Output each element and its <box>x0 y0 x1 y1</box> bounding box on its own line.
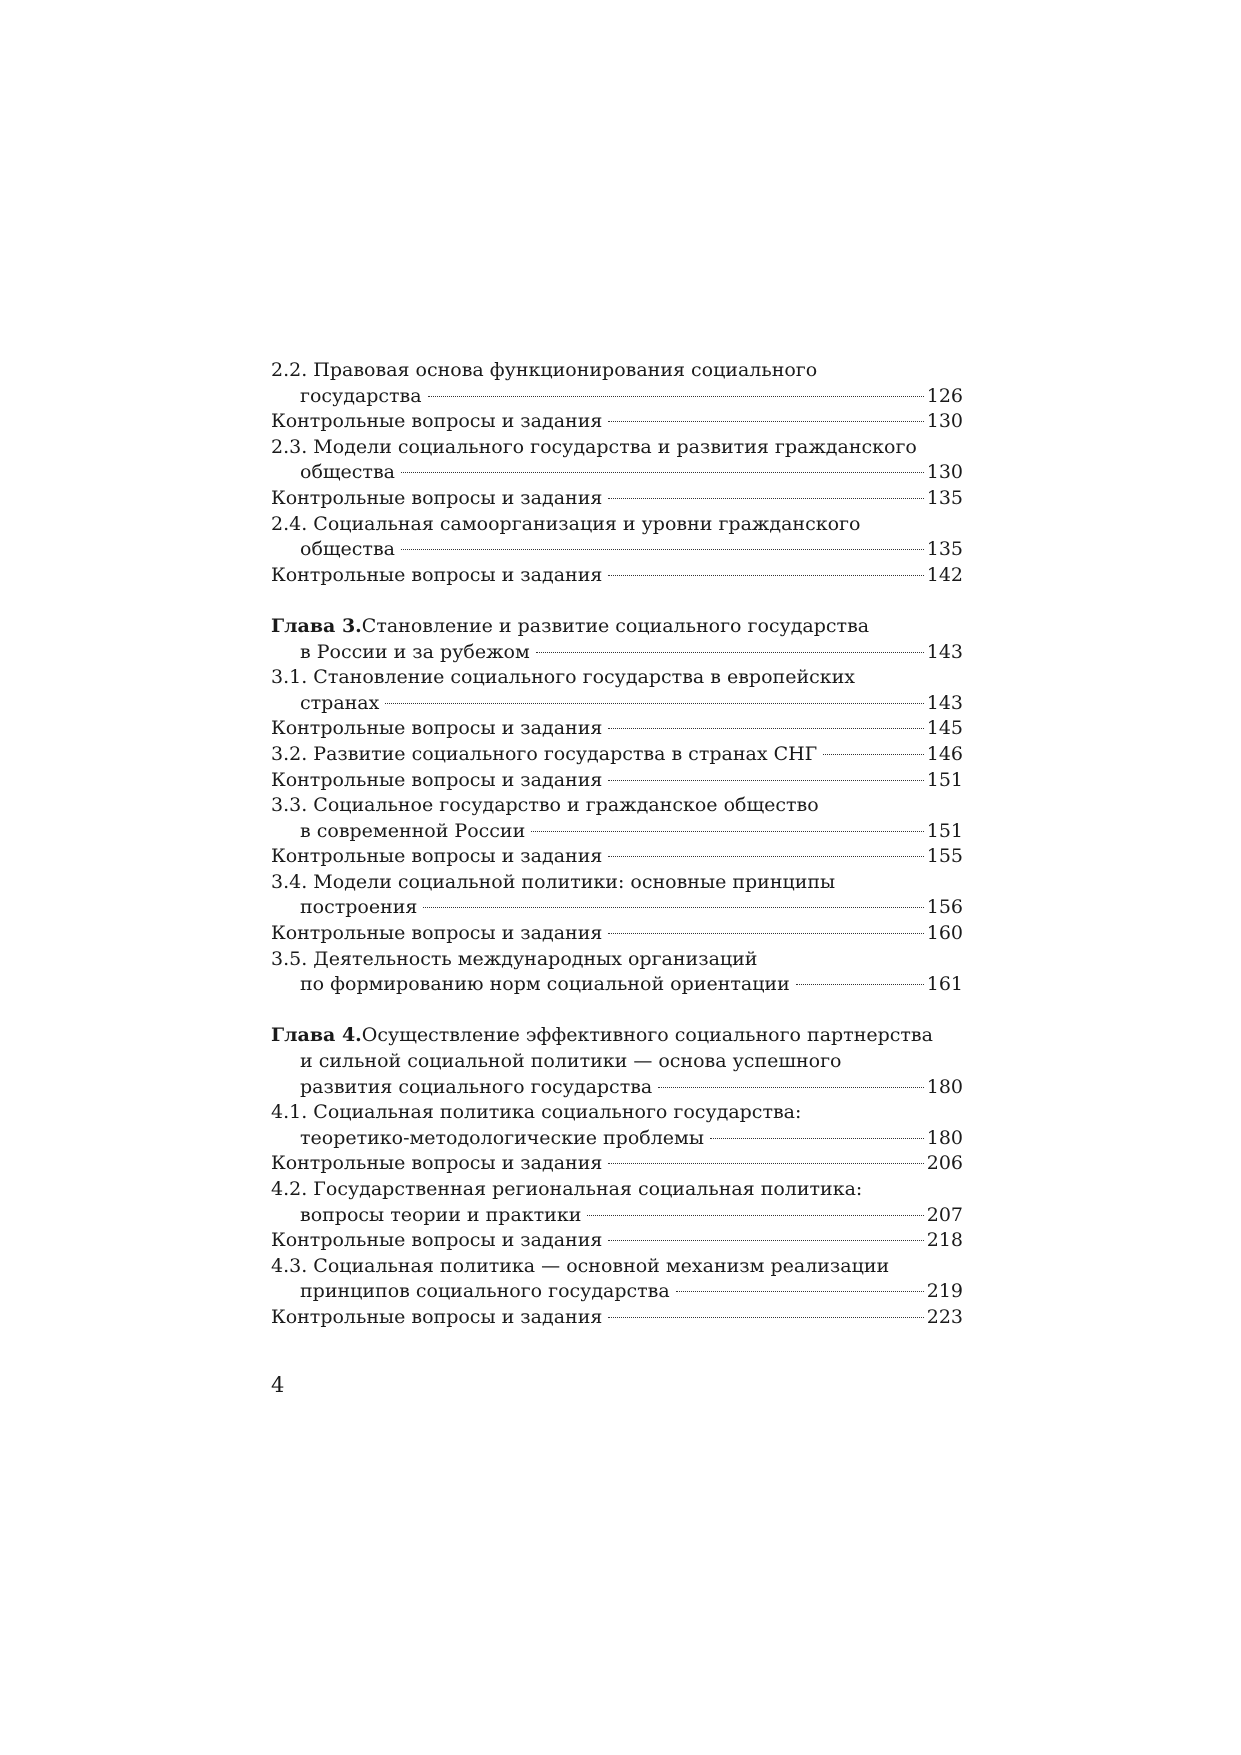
toc-entry-title-continued: странах <box>300 691 380 714</box>
chapter-4-title-mid: и сильной социальной политики — основа успешного <box>300 1050 842 1073</box>
toc-entry-title-continued: принципов социального государства <box>300 1280 670 1303</box>
toc-entry <box>271 1177 963 1228</box>
dot-leader <box>536 652 924 653</box>
dot-leader <box>385 703 923 704</box>
chapter-4-heading <box>271 1023 963 1100</box>
toc-entry-title: Контрольные вопросы и задания <box>271 717 603 740</box>
toc-entry-title: Контрольные вопросы и задания <box>271 1152 603 1175</box>
toc-entry-title: 4.3. Социальная политика — основной механизм реализации <box>271 1254 890 1277</box>
toc-entry <box>271 870 963 921</box>
toc-entry-title: Контрольные вопросы и задания <box>271 768 603 791</box>
toc-entry-title-continued: общества <box>300 538 395 561</box>
toc-group-chapter2 <box>271 358 963 588</box>
toc-entry <box>271 435 963 486</box>
toc-entry <box>271 1100 963 1151</box>
page-number: 4 <box>271 1373 285 1397</box>
toc-entry-title-continued: вопросы теории и практики <box>300 1203 582 1226</box>
dot-leader <box>587 1215 923 1216</box>
toc-entry-page: 207 <box>926 1203 963 1226</box>
toc-entry-title: 3.4. Модели социальной политики: основные принципы <box>271 870 836 893</box>
toc-entry-page: 160 <box>926 922 963 945</box>
toc-entry-title: 4.1. Социальная политика социального государства: <box>271 1101 802 1124</box>
toc-entry-page: 126 <box>926 384 963 407</box>
dot-leader <box>608 933 923 934</box>
toc-entry <box>271 742 963 768</box>
dot-leader <box>823 754 923 755</box>
chapter-3-title-last: в России и за рубежом <box>300 640 530 663</box>
toc-entry-title: 2.2. Правовая основа функционирования социального <box>271 359 818 381</box>
toc-entry-title: 3.1. Становление социального государства в европейских <box>271 666 855 689</box>
chapter-3-heading <box>271 614 963 665</box>
dot-leader <box>401 549 924 550</box>
toc-entry-page: 145 <box>926 717 963 740</box>
toc-entry <box>271 1151 963 1177</box>
toc-entry <box>271 947 963 998</box>
toc-entry-page: 151 <box>926 819 963 842</box>
toc-entry <box>271 1254 963 1305</box>
chapter-4-page: 180 <box>926 1075 963 1098</box>
toc-entry-title: 3.5. Деятельность международных организаций <box>271 947 758 970</box>
dot-leader <box>428 396 924 397</box>
toc-entry <box>271 1305 963 1331</box>
toc-entry-page: 135 <box>926 538 963 561</box>
toc-entry-title: Контрольные вопросы и задания <box>271 922 603 945</box>
toc-entry-title: Контрольные вопросы и задания <box>271 1305 603 1328</box>
toc-entry-title: Контрольные вопросы и задания <box>271 563 603 586</box>
dot-leader <box>658 1087 924 1088</box>
toc-entry-title-continued: общества <box>300 461 395 484</box>
dot-leader <box>608 498 923 499</box>
dot-leader <box>608 575 923 576</box>
toc-entry <box>271 921 963 947</box>
dot-leader <box>608 1163 923 1164</box>
dot-leader <box>608 780 923 781</box>
toc-entry-title-continued: государства <box>300 384 422 407</box>
toc-group-chapter3 <box>271 665 963 998</box>
toc-entry-page: 130 <box>926 410 963 433</box>
toc-entry-page: 218 <box>926 1229 963 1252</box>
toc-entry-page: 146 <box>926 742 963 765</box>
toc-entry-page: 219 <box>926 1280 963 1303</box>
toc-group-chapter4 <box>271 1100 963 1330</box>
chapter-4-label: Глава 4. <box>271 1024 362 1047</box>
toc-entry <box>271 844 963 870</box>
toc-entry-page: 223 <box>926 1305 963 1328</box>
chapter-4-title-first: Осуществление эффективного социального партнерства <box>361 1024 933 1047</box>
chapter-3-title-first: Становление и развитие социального государства <box>361 614 870 637</box>
toc-entry-title: 2.4. Социальная самоорганизация и уровни гражданского <box>271 512 861 535</box>
chapter-3-label: Глава 3. <box>271 614 362 637</box>
dot-leader <box>401 472 924 473</box>
table-of-contents <box>271 358 963 1331</box>
toc-entry-page: 206 <box>926 1152 963 1175</box>
toc-entry <box>271 793 963 844</box>
dot-leader <box>710 1138 924 1139</box>
dot-leader <box>608 1240 923 1241</box>
toc-entry-title: 4.2. Государственная региональная социальная политика: <box>271 1178 863 1200</box>
toc-entry-page: 156 <box>926 896 963 919</box>
toc-entry-title-continued: в современной России <box>300 819 526 842</box>
toc-entry <box>271 358 963 409</box>
toc-entry-title-continued: построения <box>300 896 418 919</box>
toc-entry-title: Контрольные вопросы и задания <box>271 486 603 509</box>
toc-entry <box>271 563 963 589</box>
toc-entry-page: 180 <box>926 1126 963 1149</box>
chapter-3-page: 143 <box>926 640 963 663</box>
toc-entry-page: 155 <box>926 845 963 868</box>
dot-leader <box>676 1291 924 1292</box>
dot-leader <box>608 421 923 422</box>
toc-entry-title: 3.3. Социальное государство и гражданское общество <box>271 794 819 817</box>
chapter-4-title-last: развития социального государства <box>300 1075 653 1098</box>
toc-entry-title-continued: теоретико-методологические проблемы <box>300 1126 704 1149</box>
toc-entry <box>271 1228 963 1254</box>
toc-entry <box>271 486 963 512</box>
toc-entry-title: Контрольные вопросы и задания <box>271 845 603 868</box>
toc-entry-title-continued: по формированию норм социальной ориентации <box>300 973 790 996</box>
dot-leader <box>796 984 924 985</box>
toc-entry <box>271 665 963 716</box>
toc-entry-title: 3.2. Развитие социального государства в странах СНГ <box>271 742 818 765</box>
dot-leader <box>608 728 923 729</box>
toc-entry-page: 130 <box>926 461 963 484</box>
toc-entry-page: 135 <box>926 486 963 509</box>
dot-leader <box>531 831 923 832</box>
dot-leader <box>608 1317 923 1318</box>
toc-entry-page: 143 <box>926 691 963 714</box>
toc-entry <box>271 409 963 435</box>
toc-entry-title: Контрольные вопросы и задания <box>271 410 603 433</box>
toc-entry-page: 142 <box>926 563 963 586</box>
toc-entry-title: 2.3. Модели социального государства и развития гражданского <box>271 435 917 458</box>
dot-leader <box>423 907 923 908</box>
dot-leader <box>608 856 923 857</box>
toc-entry-title: Контрольные вопросы и задания <box>271 1229 603 1252</box>
toc-entry-page: 161 <box>926 973 963 996</box>
toc-entry <box>271 716 963 742</box>
toc-entry <box>271 768 963 794</box>
toc-entry <box>271 512 963 563</box>
toc-entry-page: 151 <box>926 768 963 791</box>
